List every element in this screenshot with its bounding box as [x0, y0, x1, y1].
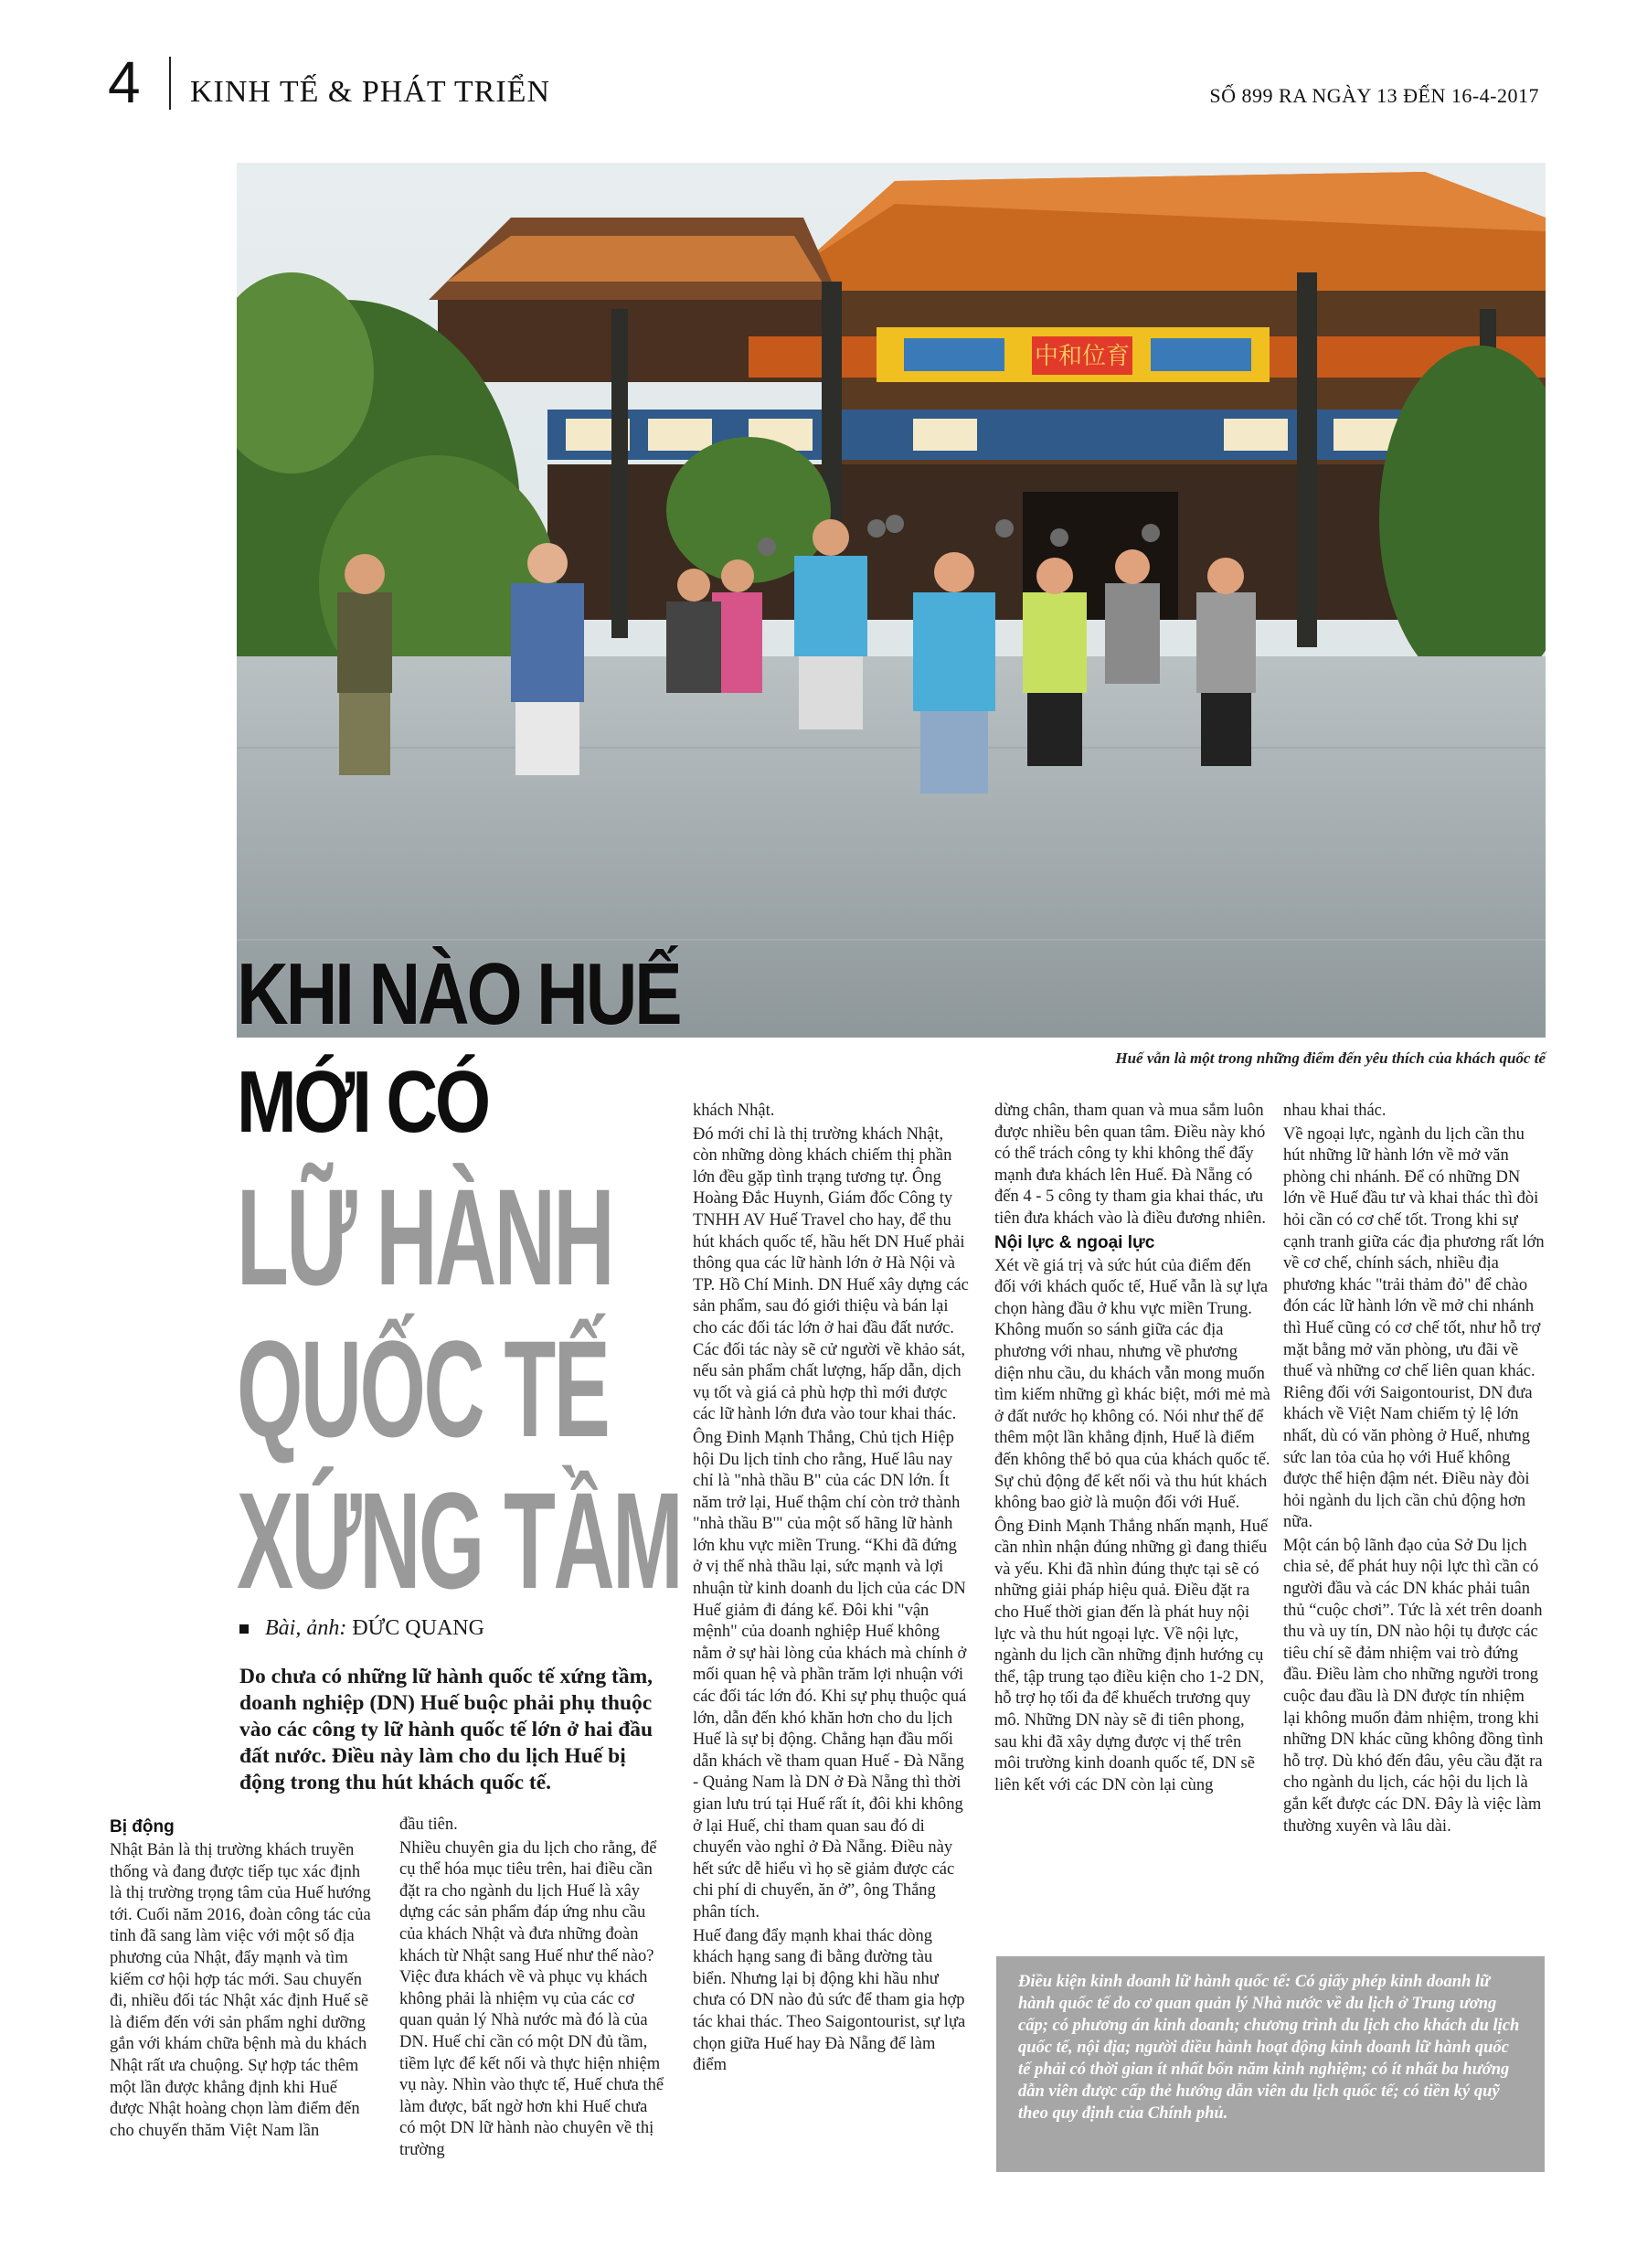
- byline-author: ĐỨC QUANG: [352, 1616, 484, 1640]
- lead-paragraph: Do chưa có những lữ hành quốc tế xứng tầm, doanh nghiệp (DN) Huế buộc phải phụ thuộc vào các công ty lữ hành quốc tế lớn ở hai đầu đất nước. Điều này làm cho du lịch Huế bị động trong thu hút khách quốc tế.: [239, 1665, 653, 1794]
- headline-line-4: QUỐC TẾ: [237, 1312, 609, 1465]
- subhead-bi-dong: Bị động: [110, 1817, 175, 1837]
- paragraph: đầu tiên.: [399, 1815, 458, 1834]
- headline-line-3: LỮ HÀNH: [237, 1160, 613, 1314]
- info-box: Điều kiện kinh doanh lữ hành quốc tế: Có giấy phép kinh doanh lữ hành quốc tế do cơ quan quản lý Nhà nước về du lịch ở Trung ương cấp; có phương án kinh doanh; chương trình du lịch cho khách du lịch quốc tế, nội địa; người điều hành hoạt động kinh doanh lữ hành quốc tế phải có thời gian ít nhất bốn năm kinh nghiệm; có ít nhất ba hướng dẫn viên được cấp thẻ hướng dẫn viên du lịch quốc tế; có tiền ký quỹ theo quy định của Chính phủ.: [996, 1956, 1545, 2172]
- paragraph: Ông Đinh Mạnh Thắng, Chủ tịch Hiệp hội Du lịch tỉnh cho rằng, Huế lâu nay chỉ là "nhà thầu B" của các DN lớn. Ít năm trở lại, Huế thậm chí còn trở thành "nhà thầu B'" của một số hãng lữ hành lớn khu vực miền Trung. “Khi đã đứng ở vị thế nhà thầu lại, sức mạnh và lợi nhuận từ kinh doanh du lịch của các DN Huế giảm đi đáng kể. Đôi khi "vận mệnh" của doanh nghiệp Huế không nằm ở sự hài lòng của khách mà chính ở mối quan hệ và phần trăm lợi nhuận với các đối tác lớn đó. Khi sự phụ thuộc quá lớn, dẫn đến khó khăn hơn cho du lịch Huế là sự bị động. Chẳng hạn đầu mối dẫn khách về tham quan Huế - Đà Nẵng - Quảng Nam là DN ở Đà Nẵng thì thời gian lưu trú tại Huế rất ít, đôi khi không ở lại Huế, chỉ tham quan sau đó di chuyển vào nghỉ ở Đà Nẵng. Điều này hết sức dễ hiểu vì họ sẽ giảm được các chi phí di chuyển, ăn ở”, ông Thắng phân tích.: [693, 1428, 967, 1922]
- bullet-square-icon: [239, 1624, 249, 1634]
- byline-label: Bài, ảnh:: [265, 1616, 347, 1640]
- paragraph: Về ngoại lực, ngành du lịch cần thu hút những lữ hành lớn về mở văn phòng chi nhánh. Để có những DN lớn về Huế đầu tư và khai thác thì đòi hỏi cần có cơ chế tốt. Trong khi sự cạnh tranh giữa các địa phương rất lớn về cơ chế, chính sách, nhiều địa phương khác "trải thảm đỏ" để chào đón các lữ hành lớn về mở chi nhánh thì Huế cũng có cơ chế tốt, như hỗ trợ mặt bằng mở văn phòng, ưu đãi về thuế và những cơ chế liên quan khác. Riêng đối với Saigontourist, DN đưa khách về Việt Nam chiếm tỷ lệ lớn nhất, dù có văn phòng ở Huế, nhưng sức lan tỏa của họ với Huế không được thể hiện đậm nét. Điều này đòi hỏi ngành du lịch cần chủ động hơn nữa.: [1283, 1124, 1545, 1532]
- paragraph: Nhiều chuyên gia du lịch cho rằng, để cụ thể hóa mục tiêu trên, hai điều cần đặt ra cho ngành du lịch Huế là xây dựng các sản phẩm đáp ứng nhu cầu của khách Nhật và đưa những đoàn khách từ Nhật sang Huế như thế nào? Việc đưa khách về và phục vụ khách không phải là nhiệm vụ của các cơ quan quản lý Nhà nước mà đó là của DN. Huế chỉ cần có một DN đủ tầm, tiềm lực để kết nối và thực hiện nhiệm vụ này. Nhìn vào thực tế, Huế chưa thể làm được, bất ngờ hơn khi Huế chưa có một DN lữ hành nào chuyên về thị trường: [399, 1838, 664, 2159]
- headline-line-1: KHI NÀO HUẾ: [237, 945, 680, 1043]
- headline-line-5: XỨNG TẦM: [237, 1464, 682, 1617]
- paragraph: Nhật Bản là thị trường khách truyền thống và đang được tiếp tục xác định là thị trường trọng tâm của Huế hướng tới. Cuối năm 2016, đoàn công tác của tỉnh đã sang làm việc với một số địa phương của Nhật, đẩy mạnh và tìm kiếm cơ hội hợp tác mới. Sau chuyến đi, nhiều đối tác Nhật xác định Huế sẽ là điểm đến với sản phẩm nghỉ dưỡng gắn với khám chữa bệnh mà du khách Nhật rất ưa chuộng. Sự hợp tác thêm một lần được khẳng định khi Huế được Nhật hoàng chọn làm điểm đến cho chuyến thăm Việt Nam lần: [110, 1841, 371, 2140]
- headline-line-2: MỚI CÓ: [237, 1053, 488, 1151]
- page-number: 4: [108, 49, 141, 115]
- byline: [239, 1616, 484, 1641]
- paragraph: Xét về giá trị và sức hút của điểm đến đối với khách quốc tế, Huế vẫn là sự lựa chọn hàng đầu ở khu vực miền Trung. Không muốn so sánh giữa các địa phương với nhau, nhưng về phương diện nhu cầu, du khách vẫn mong muốn tìm kiếm những gì khác biệt, mới mẻ mà ở đất nước họ không có. Nói như thế để thêm một lần khẳng định, Huế là điểm đến không thể bỏ qua của khách quốc tế. Sự chủ động để kết nối và thu hút khách không bao giờ là muộn đối với Huế.: [994, 1256, 1270, 1513]
- column-4: [994, 1101, 1270, 1798]
- column-2: [399, 1815, 664, 2164]
- headline: [237, 945, 682, 1618]
- section-name: KINH TẾ & PHÁT TRIỂN: [190, 75, 550, 109]
- paragraph: khách Nhật.: [693, 1102, 775, 1120]
- photo-caption: Huế vẫn là một trong những điểm đến yêu thích của khách quốc tế: [1115, 1049, 1546, 1067]
- issue-date: SỐ 899 RA NGÀY 13 ĐẾN 16-4-2017: [1209, 84, 1539, 107]
- header-divider: [169, 57, 171, 110]
- paragraph: Đó mới chỉ là thị trường khách Nhật, còn những dòng khách chiếm thị phần lớn đều gặp tình trạng tương tự. Ông Hoàng Đắc Huynh, Giám đốc Công ty TNHH AV Huế Travel cho hay, để thu hút khách quốc tế, hầu hết DN Huế phải thông qua các lữ hành lớn ở Hà Nội và TP. Hồ Chí Minh. DN Huế xây dựng các sản phẩm, sau đó giới thiệu và bán lại cho các đối tác lớn ở hai đầu đất nước. Các đối tác này sẽ cử người về khảo sát, nếu sản phẩm chất lượng, hấp dẫn, dịch vụ tốt và giá cả phù hợp thì mới được các lữ hành lớn đưa vào tour khai thác.: [693, 1124, 969, 1424]
- paragraph: dừng chân, tham quan và mua sắm luôn được nhiều bên quan tâm. Điều này khó có thể trách công ty khi không thể đẩy mạnh đưa khách lên Huế. Đà Nẵng có đến 4 - 5 công ty tham gia khai thác, ưu tiên đưa khách vào là điều đương nhiên.: [994, 1102, 1266, 1228]
- column-1: [110, 1815, 375, 2144]
- column-5: [1283, 1101, 1545, 1839]
- subhead-noi-luc-ngoai-luc: Nội lực & ngoại lực: [994, 1232, 1155, 1252]
- paragraph: Một cán bộ lãnh đạo của Sở Du lịch chia sẻ, để phát huy nội lực thì cần có người đầu và các DN khác phải tuân thủ “cuộc chơi”. Tức là xét trên doanh thu và uy tín, DN nào hội tụ được các tiêu chí sẽ đảm nhiệm vai trò đứng đầu. Điều làm cho những người trong cuộc đau đầu là DN được tín nhiệm lại không muốn đảm nhiệm, trong khi những DN khác cũng không đồng tình hỗ trợ. Dù khó đến đâu, yêu cầu đặt ra cho ngành du lịch, các hội du lịch là gắn kết được các DN. Đây là việc làm thường xuyên và lâu dài.: [1283, 1536, 1544, 1836]
- paragraph: nhau khai thác.: [1283, 1102, 1387, 1120]
- hue-citadel-photo: [237, 163, 1546, 1038]
- gate-sign: 中和位育: [1034, 343, 1131, 370]
- paragraph: Huế đang đẩy mạnh khai thác dòng khách hạng sang đi bằng đường tàu biển. Nhưng lại bị động khi hầu như chưa có DN nào đủ sức để tham gia hợp tác khai thác. Theo Saigontourist, sự lựa chọn giữa Huế hay Đà Nẵng để làm điểm: [693, 1926, 966, 2075]
- column-3: [693, 1101, 969, 2079]
- paragraph: Ông Đinh Mạnh Thắng nhấn mạnh, Huế cần nhìn nhận đúng những gì đang thiếu và yếu. Khi đã nhìn đúng thực tại sẽ có những giải pháp hiệu quả. Điều đặt ra cho Huế thời gian đến là phát huy nội lực và thu hút ngoại lực. Về nội lực, ngành du lịch cần những định hướng cụ thể, tập trung tạo điều kiện cho 1-2 DN, hỗ trợ họ tối đa để khuếch trương quy mô. Những DN này sẽ đi tiên phong, sau khi đã xây dựng được vị thế trên môi trường kinh doanh quốc tế, DN sẽ liên kết với các DN còn lại cùng: [994, 1517, 1269, 1794]
